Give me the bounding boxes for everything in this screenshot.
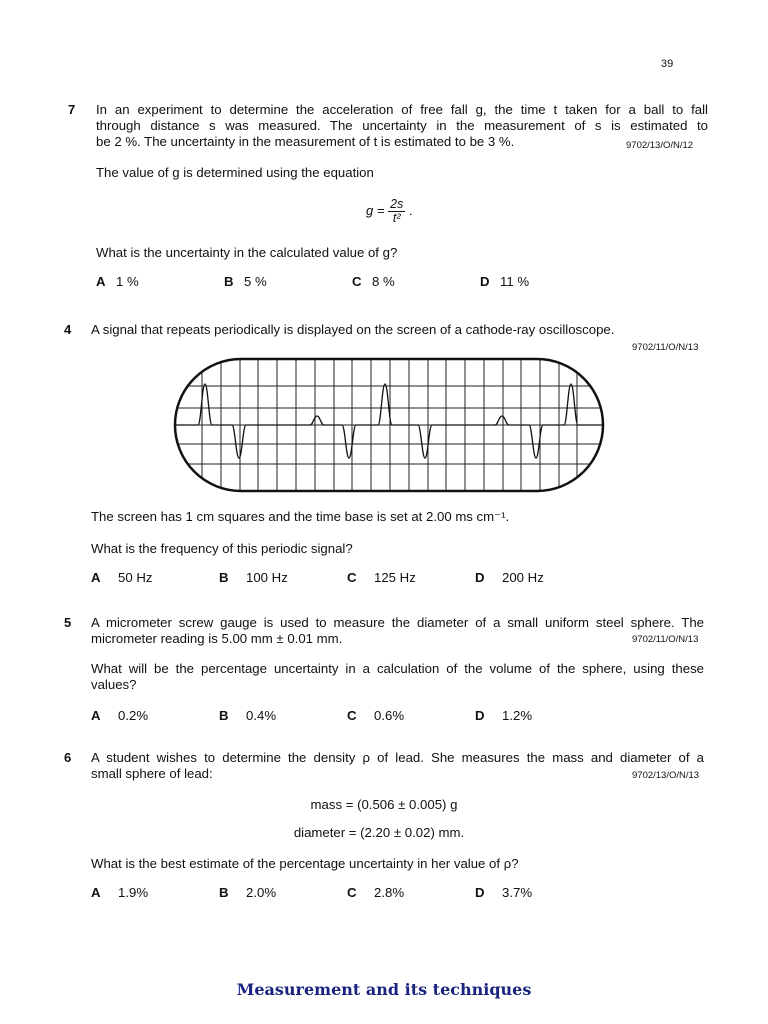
- question-6-number: 6: [64, 750, 72, 765]
- q7-option-b: B 5 %: [224, 274, 267, 289]
- question-7-code: 9702/13/O/N/12: [626, 140, 694, 151]
- question-5-line-2: micrometer reading is 5.00 mm ± 0.01 mm.: [91, 631, 343, 646]
- q7-option-c: C 8 %: [352, 274, 395, 289]
- q6-option-b: B 2.0%: [219, 885, 277, 900]
- question-6-question: What is the best estimate of the percentage uncertainty in her value of ρ?: [91, 856, 519, 871]
- equation-lhs: g =: [366, 202, 385, 218]
- q7-option-d: D 11 %: [480, 274, 530, 289]
- question-7-line-3: be 2 %. The uncertainty in the measurement of t is estimated to be 3 %.: [96, 134, 515, 149]
- question-7-equation-intro: The value of g is determined using the equation: [96, 165, 374, 180]
- q4-option-d: D 200 Hz: [475, 570, 544, 585]
- q5-option-c: C 0.6%: [347, 708, 405, 723]
- question-5-number: 5: [64, 615, 72, 630]
- question-7-equation: [366, 198, 413, 225]
- question-7-number: 7: [68, 102, 76, 117]
- question-5-code: 9702/11/O/N/13: [632, 634, 699, 645]
- q4-option-b: B 100 Hz: [219, 570, 288, 585]
- question-5-question-line-1: What will be the percentage uncertainty in a calculation of the volume of the sphere, using these: [91, 661, 704, 676]
- equation-fraction: [388, 198, 405, 225]
- oscilloscope-grid: [172, 356, 606, 494]
- q6-option-a: A 1.9%: [91, 885, 149, 900]
- q5-option-d: D 1.2%: [475, 708, 533, 723]
- signal-trace: [175, 384, 603, 458]
- q6-option-d: D 3.7%: [475, 885, 533, 900]
- q7-option-a: A 1 %: [96, 274, 139, 289]
- question-6-line-2: small sphere of lead:: [91, 766, 213, 781]
- question-5-line-1: A micrometer screw gauge is used to measure the diameter of a small uniform steel sphere. The: [91, 615, 704, 630]
- question-6-code: 9702/13/O/N/13: [632, 770, 700, 781]
- equation-denominator: t²: [392, 211, 401, 225]
- footer-title: Measurement and its techniques: [236, 980, 532, 999]
- question-4-screen-text: The screen has 1 cm squares and the time base is set at 2.00 ms cm⁻¹.: [91, 509, 510, 524]
- q4-option-c: C 125 Hz: [347, 570, 416, 585]
- question-4-number: 4: [64, 322, 72, 337]
- question-4-question: What is the frequency of this periodic signal?: [91, 541, 353, 556]
- q5-option-a: A 0.2%: [91, 708, 149, 723]
- equation-numerator: 2s: [390, 197, 404, 211]
- question-5-question-line-2: values?: [91, 677, 137, 692]
- question-4-code: 9702/11/O/N/13: [632, 342, 699, 353]
- question-6-diameter: diameter = (2.20 ± 0.02) mm.: [293, 825, 465, 840]
- q5-option-b: B 0.4%: [219, 708, 277, 723]
- q6-option-c: C 2.8%: [347, 885, 405, 900]
- equation-end: .: [408, 202, 413, 218]
- question-4-line-1: A signal that repeats periodically is displayed on the screen of a cathode-ray oscilloscope.: [91, 322, 615, 337]
- question-7-line-1: In an experiment to determine the acceleration of free fall g, the time t taken for a ball to fall: [96, 102, 708, 117]
- question-6-mass: mass = (0.506 ± 0.005) g: [310, 797, 458, 812]
- question-7-question: What is the uncertainty in the calculated value of g?: [96, 245, 398, 260]
- q4-option-a: A 50 Hz: [91, 570, 153, 585]
- page-number: 39: [661, 58, 674, 70]
- question-6-line-1: A student wishes to determine the density ρ of lead. She measures the mass and diameter of a: [91, 750, 704, 765]
- question-7-line-2: through distance s was measured. The uncertainty in the measurement of s is estimated to: [96, 118, 708, 133]
- oscilloscope-screen: [172, 356, 606, 494]
